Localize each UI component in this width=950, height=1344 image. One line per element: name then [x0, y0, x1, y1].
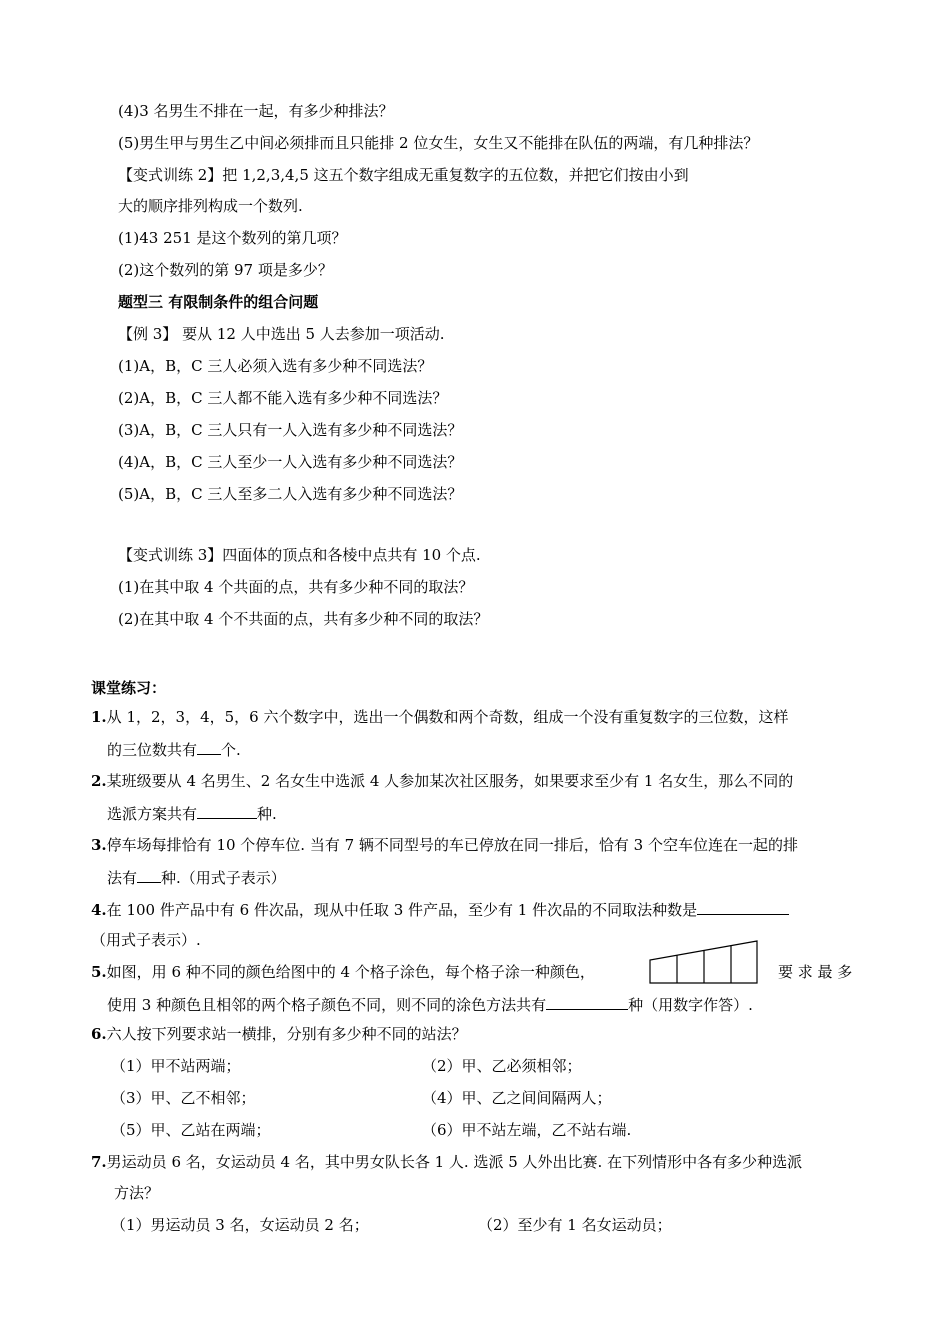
- text-line: (2)在其中取 4 个不共面的点，共有多少种不同的取法？: [118, 610, 489, 628]
- sub-question: （5）甲、乙站在两端；: [111, 1121, 271, 1139]
- text-line: (1)43 251 是这个数列的第几项？: [118, 229, 347, 247]
- text-line: (1)A，B，C 三人必须入选有多少种不同选法？: [118, 357, 433, 375]
- text-line: 【变式训练 3】四面体的顶点和各棱中点共有 10 个点.: [118, 546, 481, 564]
- text-line: 【例 3】 要从 12 人中选出 5 人去参加一项活动.: [118, 325, 445, 343]
- question-number: 2.: [91, 772, 107, 790]
- text-line: (5)A，B，C 三人至多二人入选有多少种不同选法？: [118, 485, 463, 503]
- question-text: 使用 3 种颜色且相邻的两个格子颜色不同，则不同的涂色方法共有: [107, 996, 547, 1014]
- question-number: 7.: [91, 1153, 107, 1171]
- question-text: 男运动员 6 名，女运动员 4 名，其中男女队长各 1 人. 选派 5 人外出比赛. 在下列情形中各有多少种选派: [106, 1153, 803, 1171]
- question-number: 6.: [91, 1025, 107, 1043]
- sub-question: （2）甲、乙必须相邻；: [422, 1057, 582, 1075]
- exercise-3: [91, 835, 798, 855]
- exercise-2: [91, 771, 793, 791]
- answer-blank: [197, 738, 221, 755]
- sub-question: （6）甲不站左端，乙不站右端.: [422, 1121, 632, 1139]
- exercise-5-tail: 要 求 最 多: [778, 963, 853, 981]
- question-text: 种（用数字作答）.: [628, 996, 753, 1014]
- question-text: 在 100 件产品中有 6 件次品，现从中任取 3 件产品，至少有 1 件次品的不同取法种数是: [106, 901, 698, 919]
- sub-question: （4）甲、乙之间间隔两人；: [422, 1089, 612, 1107]
- question-text: 选派方案共有: [107, 805, 198, 823]
- question-text: 法有: [107, 869, 138, 887]
- exercise-5: [91, 962, 595, 982]
- exercise-5-cont: [107, 993, 753, 1015]
- text-line: 【变式训练 2】把 1,2,3,4,5 这五个数字组成无重复数字的五位数，并把它们按由小到: [118, 166, 689, 184]
- exercise-2-cont: [107, 802, 277, 824]
- text-line: (3)A，B，C 三人只有一人入选有多少种不同选法？: [118, 421, 463, 439]
- question-text: 的三位数共有: [107, 741, 198, 759]
- question-text: 某班级要从 4 名男生、2 名女生中选派 4 人参加某次社区服务，如果要求至少有 1 名女生，那么不同的: [106, 772, 794, 790]
- question-text: 种.（用式子表示）: [161, 869, 286, 887]
- exercise-4: [91, 898, 789, 920]
- text-line: (2)这个数列的第 97 项是多少？: [118, 261, 333, 279]
- text-line: (2)A，B，C 三人都不能入选有多少种不同选法？: [118, 389, 448, 407]
- question-text: 停车场每排恰有 10 个停车位. 当有 7 辆不同型号的车已停放在同一排后，恰有 3 个空车位连在一起的排: [106, 836, 798, 854]
- exercise-6: [91, 1024, 467, 1044]
- question-number: 1.: [91, 708, 107, 726]
- exercise-7-cont: 方法？: [114, 1184, 160, 1202]
- question-text: 种.: [257, 805, 277, 823]
- question-text: 六人按下列要求站一横排，分别有多少种不同的站法？: [106, 1025, 467, 1043]
- sub-question: （1）男运动员 3 名，女运动员 2 名；: [111, 1216, 369, 1234]
- answer-blank: [137, 866, 161, 883]
- section-heading: 题型三 有限制条件的组合问题: [118, 293, 319, 311]
- section-heading: 课堂练习：: [91, 679, 167, 697]
- question-number: 5.: [91, 963, 107, 981]
- text-line: 大的顺序排列构成一个数列.: [118, 197, 303, 215]
- question-number: 4.: [91, 901, 107, 919]
- text-line: (4)3 名男生不排在一起，有多少种排法？: [118, 102, 394, 120]
- answer-blank: [197, 802, 257, 819]
- exercise-1: [91, 707, 788, 727]
- answer-blank: [546, 993, 628, 1010]
- question-text: 从 1，2，3，4，5，6 六个数字中，选出一个偶数和两个奇数，组成一个没有重复数字的三位数，这样: [106, 708, 789, 726]
- answer-blank: [697, 898, 789, 915]
- text-line: (1)在其中取 4 个共面的点，共有多少种不同的取法？: [118, 578, 474, 596]
- question-text: 个.: [221, 741, 241, 759]
- question-number: 3.: [91, 836, 107, 854]
- question-text: 如图，用 6 种不同的颜色给图中的 4 个格子涂色，每个格子涂一种颜色，: [106, 963, 595, 981]
- exercise-1-cont: [107, 738, 241, 760]
- text-line: (4)A，B，C 三人至少一人入选有多少种不同选法？: [118, 453, 463, 471]
- sub-question: （1）甲不站两端；: [111, 1057, 241, 1075]
- sub-question: （3）甲、乙不相邻；: [111, 1089, 256, 1107]
- exercise-4-cont: （用式子表示）.: [91, 931, 201, 949]
- text-line: (5)男生甲与男生乙中间必须排而且只能排 2 位女生，女生又不能排在队伍的两端，有几种排法？: [118, 134, 759, 152]
- four-cell-grid-figure: [649, 939, 759, 984]
- exercise-3-cont: [107, 866, 286, 888]
- sub-question: （2）至少有 1 名女运动员；: [478, 1216, 672, 1234]
- exercise-7: [91, 1152, 802, 1172]
